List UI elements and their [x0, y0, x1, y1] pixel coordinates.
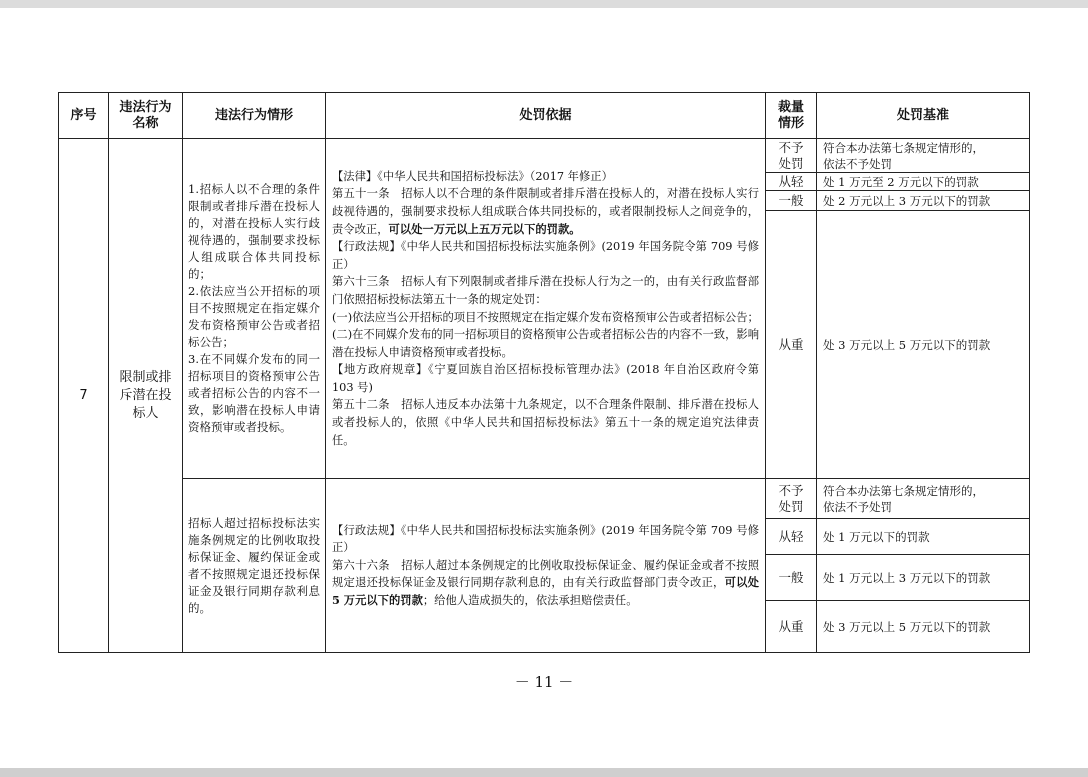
level-cell: 不予 处罚 [766, 479, 817, 519]
level-cell: 从重 [766, 601, 817, 653]
header-basis: 处罚依据 [326, 93, 766, 139]
situation-cell-2: 招标人超过招标投标法实施条例规定的比例收取投标保证金、履约保证金或者不按照规定退还投标保证金及银行同期存款利息的。 [183, 479, 326, 653]
basis-cell-1 [326, 139, 766, 479]
level-cell: 不予 处罚 [766, 139, 817, 173]
table-row [59, 139, 1030, 173]
top-edge-bar [0, 0, 1088, 8]
page-number: － 11 － [514, 673, 574, 691]
row-violation-name: 限制或排 斥潜在投 标人 [109, 139, 183, 653]
standard-cell: 符合本办法第七条规定情形的， 依法不予处罚 [817, 139, 1030, 173]
level-cell: 一般 [766, 191, 817, 211]
standard-cell: 符合本办法第七条规定情形的， 依法不予处罚 [817, 479, 1030, 519]
situation-cell-1: 1.招标人以不合理的条件限制或者排斥潜在投标人的，对潜在投标人实行歧视待遇的，强制要求投标人组成联合体共同投标的； 2.依法应当公开招标的项目不按照规定在指定媒介发布资格预审公告或者招标公告； 3.在不同媒介发布的同一招标项目的资格预审公告或者招标公告的内容不一致，影响潜在投标人申请资格预审或者投标。 [183, 139, 326, 479]
header-seq: 序号 [59, 93, 109, 139]
header-standard: 处罚基准 [817, 93, 1030, 139]
standard-cell: 处 1 万元以下的罚款 [817, 519, 1030, 555]
basis-cell-2 [326, 479, 766, 653]
basis-text: ；给他人造成损失的，依法承担赔偿责任。 [422, 593, 638, 607]
standard-cell: 处 2 万元以上 3 万元以下的罚款 [817, 191, 1030, 211]
row-seq: 7 [59, 139, 109, 653]
header-level: 裁量 情形 [766, 93, 817, 139]
standard-cell: 处 1 万元以上 3 万元以下的罚款 [817, 555, 1030, 601]
basis-text: 【法律】《中华人民共和国招标投标法》（2017 年修正） 第五十一条 招标人以不合理的条件限制或者排斥潜在投标人的，对潜在投标人实行歧视待遇的，强制要求投标人组成联合体共同投标的，或者限制投标人之间竞争的，责令改正， [332, 169, 759, 236]
level-cell: 从轻 [766, 519, 817, 555]
standard-cell: 处 3 万元以上 5 万元以下的罚款 [817, 211, 1030, 479]
bottom-edge-bar [0, 768, 1088, 777]
level-cell: 从轻 [766, 173, 817, 191]
table-row [59, 479, 1030, 519]
level-cell: 从重 [766, 211, 817, 479]
basis-bold-text: 可以处一万元以上五万元以下的罚款。 [388, 221, 581, 236]
header-name: 违法行为 名称 [109, 93, 183, 139]
basis-bold-text: 可以处 5 万元以下的罚款 [332, 575, 759, 607]
basis-text: 【行政法规】《中华人民共和国招标投标法实施条例》(2019 年国务院令第 709 号修正） 第六十三条 招标人有下列限制或者排斥潜在投标人行为之一的，由有关行政监督部门依照招标投标法第五十一条的规定处罚： (一)依法应当公开招标的项目不按照规定在指定媒介发布资格预审公告或者招标公告； (二)在不同媒介发布的同一招标项目的资格预审公告或者招标公告的内容不一致，影响潜在投标人申请资格预审或者投标。 【地方政府规章】《宁夏回族自治区招标投标管理办法》(2018 年自治区政府令第 103 号) 第五十二条 招标人违反本办法第十九条规定，以不合理条件限制、排斥潜在投标人或者投标人的，依照《中华人民共和国招标投标法》第五十一条的规定追究法律责任。 [332, 240, 759, 447]
header-situation: 违法行为情形 [183, 93, 326, 139]
standard-cell: 处 1 万元至 2 万元以下的罚款 [817, 173, 1030, 191]
penalty-table [58, 92, 1030, 653]
level-cell: 一般 [766, 555, 817, 601]
basis-text: 【行政法规】《中华人民共和国招标投标法实施条例》(2019 年国务院令第 709 号修正） 第六十六条 招标人超过本条例规定的比例收取投标保证金、履约保证金或者不按照规定退还投标保证金及银行同期存款利息的，由有关行政监督部门责令改正， [332, 523, 759, 590]
standard-cell: 处 3 万元以上 5 万元以下的罚款 [817, 601, 1030, 653]
header-row [59, 93, 1030, 139]
